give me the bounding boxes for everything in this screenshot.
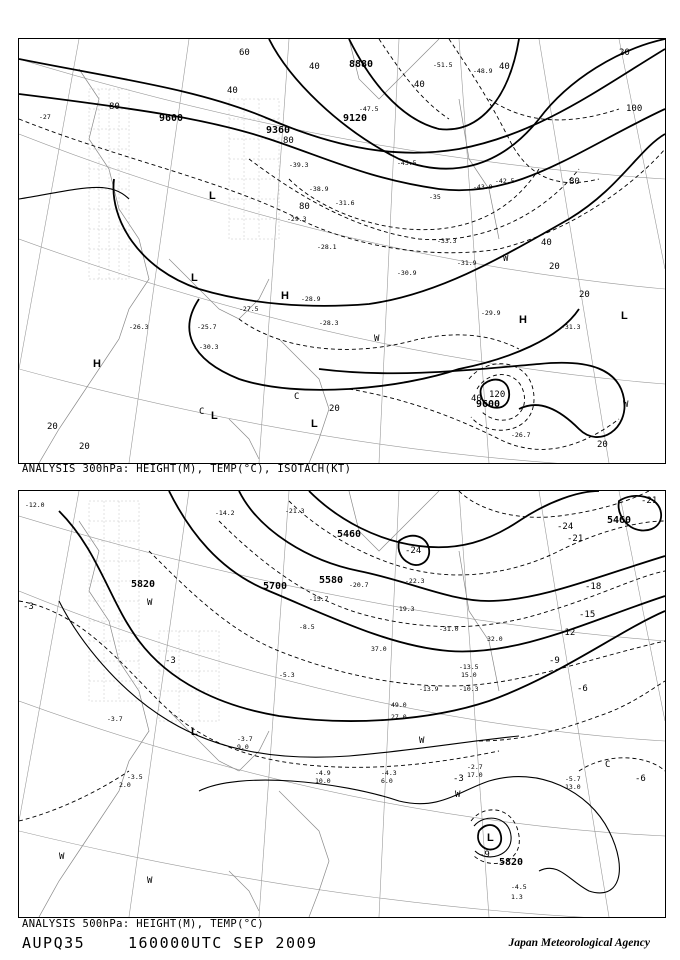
temp-label: -13.5 (459, 663, 479, 671)
temp-label: -38.9 (309, 185, 329, 193)
temp-label: -48.9 (473, 67, 493, 75)
isotach-label: 60 (239, 48, 250, 58)
temp-label: -33.3 (437, 237, 457, 245)
low-marker: L (211, 410, 218, 422)
low-marker: L (311, 418, 318, 430)
map-300hpa (18, 38, 666, 464)
temp-label: 37.0 (371, 645, 387, 653)
temp-contour-label: -21 (641, 496, 658, 506)
hatched-region (89, 501, 219, 721)
temp-label: -25.7 (197, 323, 217, 331)
height-labels (131, 515, 631, 868)
temp-label: -31.0 (439, 625, 459, 633)
temp-contour-label: -9 (549, 656, 560, 666)
agency-name: Japan Meteorological Agency (508, 937, 650, 949)
height-label: 5820 (131, 579, 156, 590)
analysis-time: 160000UTC SEP 2009 (128, 934, 318, 952)
warm-marker: W (147, 598, 153, 608)
temp-label: -30.3 (199, 343, 219, 351)
isotach-label: 20 (47, 422, 58, 432)
temp-label: -35 (429, 193, 441, 201)
temp-contour-label: -24 (557, 522, 574, 532)
height-label: 9600 (159, 113, 184, 124)
temp-label: -30.9 (397, 269, 417, 277)
temp-label: 2.0 (119, 781, 131, 789)
warm-marker: W (419, 736, 425, 746)
temp-contour-label: -9 (479, 850, 490, 860)
temp-label: -26.7 (511, 431, 531, 439)
temp-label: -28.1 (317, 243, 337, 251)
temperature-labels (39, 61, 581, 439)
temp-label: -21.3 (285, 507, 305, 515)
isotach-label: 40 (414, 80, 425, 90)
isotach-label: 80 (299, 202, 310, 212)
height-label: 5460 (337, 529, 362, 540)
temp-contour-label: -15 (579, 610, 596, 620)
temp-label: 49.0 (391, 701, 407, 709)
panel-caption-500hpa: ANALYSIS 500hPa: HEIGHT(M), TEMP(°C) (22, 918, 264, 930)
temperature-contours (19, 491, 665, 863)
warm-marker: W (455, 790, 461, 800)
temp-label: -3.7 (107, 715, 123, 723)
cold-marker: C (199, 407, 205, 417)
height-label: 9600 (476, 399, 501, 410)
height-label: 8880 (349, 59, 374, 70)
temp-contour-label: -21 (567, 534, 584, 544)
temp-label: -3.5 (127, 773, 143, 781)
pressure-systems (93, 190, 629, 430)
temp-label: -4.5 (511, 883, 527, 891)
high-marker: H (93, 358, 101, 370)
temp-label: -31.6 (335, 199, 355, 207)
isotach-label: 20 (597, 440, 608, 450)
height-label: 9120 (343, 113, 368, 124)
temp-label: -15.7 (309, 595, 329, 603)
temp-label: 9.0 (237, 743, 249, 751)
height-label: 9360 (266, 125, 291, 136)
latlon-grid (19, 491, 665, 917)
temp-label: 1.3 (511, 893, 523, 901)
chart-code: AUPQ35 (22, 934, 86, 952)
isotach-label: 20 (79, 442, 90, 452)
temp-label: -42.5 (495, 177, 515, 185)
temp-label: -43.9 (473, 183, 493, 191)
temp-label: -2.7 (467, 763, 483, 771)
isotach-label: 20 (579, 290, 590, 300)
low-marker: L (487, 832, 494, 844)
temp-label: -20.7 (349, 581, 369, 589)
temp-label: -45.5 (397, 159, 417, 167)
coastlines (39, 39, 499, 463)
temp-label: 17.0 (467, 771, 483, 779)
isotach-label: 40 (227, 86, 238, 96)
temp-label: -22.3 (405, 577, 425, 585)
temp-label: -5.7 (565, 775, 581, 783)
height-label: 5460 (607, 515, 632, 526)
temp-contour-label: -12 (559, 628, 576, 638)
temp-label: -4.3 (381, 769, 397, 777)
high-marker: H (281, 290, 289, 302)
height-label: 5700 (263, 581, 288, 592)
low-marker: L (191, 272, 198, 284)
isotach-label: 100 (626, 104, 643, 114)
temp-contour-label: -6 (577, 684, 588, 694)
temp-label: -47.5 (359, 105, 379, 113)
isotach-label: 80 (569, 177, 580, 187)
temp-contour-label: -6 (635, 774, 646, 784)
coastlines (39, 491, 499, 917)
isotach-label: 20 (619, 48, 630, 58)
temp-label: -10.3 (459, 685, 479, 693)
temp-label: -28.3 (319, 319, 339, 327)
map-300hpa-graphic (19, 39, 665, 463)
warm-marker: W (59, 852, 65, 862)
temp-label: 6.0 (381, 777, 393, 785)
isotach-label: 40 (541, 238, 552, 248)
temp-contour-label: -3 (165, 656, 176, 666)
temp-label: -27.5 (239, 305, 259, 313)
temp-label: -51.5 (433, 61, 453, 69)
temp-label: -39.3 (289, 161, 309, 169)
isotach-label: 80 (109, 102, 120, 112)
temp-contour-label: -18 (585, 582, 602, 592)
temp-label: -31.3 (561, 323, 581, 331)
temp-label: -26.3 (129, 323, 149, 331)
map-500hpa (18, 490, 666, 918)
panel-caption-300hpa: ANALYSIS 300hPa: HEIGHT(M), TEMP(°C), ISOTACH(KT) (22, 463, 352, 475)
height-label: 5820 (499, 857, 524, 868)
isotach-label: 40 (499, 62, 510, 72)
low-marker: L (191, 726, 198, 738)
isotach-contours (19, 39, 665, 449)
temp-label: -13.9 (419, 685, 439, 693)
isotach-label: 20 (549, 262, 560, 272)
temp-label: -4.9 (315, 769, 331, 777)
isotach-label: 20 (329, 404, 340, 414)
temp-label: -31.9 (457, 259, 477, 267)
temp-label: -29.3 (287, 215, 307, 223)
isotach-label: 120 (489, 390, 506, 400)
low-marker: L (621, 310, 628, 322)
temp-label: -14.2 (215, 509, 235, 517)
temp-label: 13.0 (565, 783, 581, 791)
isotach-labels (47, 48, 642, 452)
temp-contour-label: -3 (453, 774, 464, 784)
temp-label: -27 (39, 113, 51, 121)
temp-label: -28.9 (301, 295, 321, 303)
isotach-label: 80 (283, 136, 294, 146)
temp-contour-label: -24 (405, 546, 422, 556)
temp-label: -19.3 (395, 605, 415, 613)
temp-contour-label: -3 (23, 602, 34, 612)
low-marker: L (209, 190, 216, 202)
temp-contour-labels (23, 496, 657, 860)
warm-marker: W (623, 400, 629, 410)
cold-marker: C (605, 760, 611, 770)
temp-label: 32.0 (487, 635, 503, 643)
temp-label: -8.5 (299, 623, 315, 631)
temp-label: 10.0 (315, 777, 331, 785)
map-500hpa-graphic (19, 491, 665, 917)
temp-label: -12.0 (25, 501, 45, 509)
height-contours (19, 39, 665, 437)
temp-label: 27.0 (391, 713, 407, 721)
warm-marker: W (503, 254, 509, 264)
warm-marker: W (374, 334, 380, 344)
high-marker: H (519, 314, 527, 326)
temp-label: -29.9 (481, 309, 501, 317)
isotach-label: 40 (471, 394, 482, 404)
temp-label: 15.0 (461, 671, 477, 679)
temp-label: -3.7 (237, 735, 253, 743)
warm-marker: W (147, 876, 153, 886)
temp-label: -5.3 (279, 671, 295, 679)
isotach-label: 40 (309, 62, 320, 72)
cold-marker: C (294, 392, 300, 402)
height-label: 5580 (319, 575, 344, 586)
